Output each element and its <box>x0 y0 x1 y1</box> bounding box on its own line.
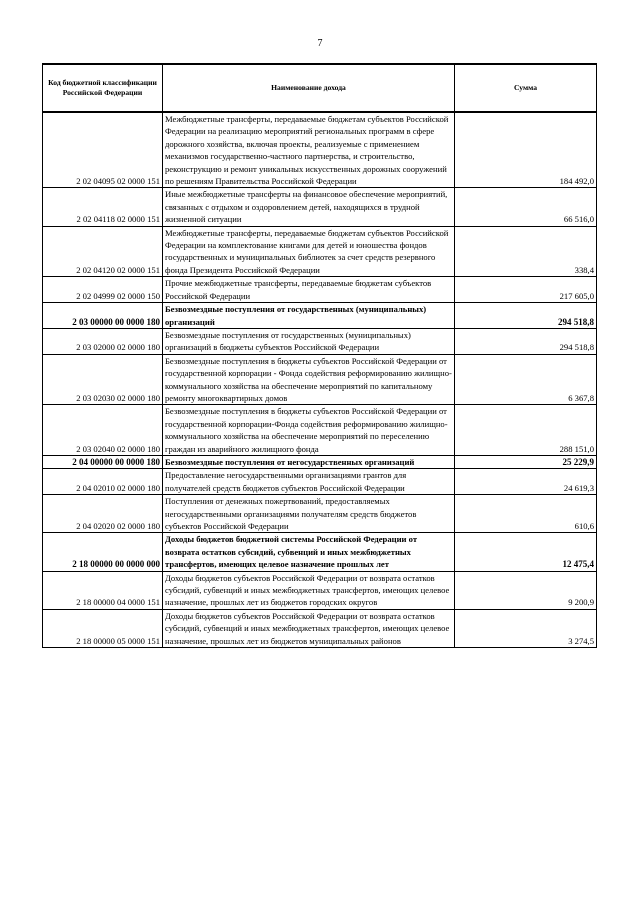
revenue-table <box>42 63 597 648</box>
name-cell: Предоставление негосударственными организациями грантов для получателей средств бюджетов субъектов Российской Федерации <box>163 469 455 495</box>
code-cell: 2 18 00000 00 0000 000 <box>43 533 163 571</box>
code-cell: 2 04 00000 00 0000 180 <box>43 455 163 468</box>
amount-cell: 25 229,9 <box>455 455 597 468</box>
code-cell: 2 03 02000 02 0000 180 <box>43 328 163 354</box>
table-row <box>43 495 597 533</box>
code-cell: 2 18 00000 04 0000 151 <box>43 571 163 609</box>
amount-cell: 294 518,8 <box>455 328 597 354</box>
code-cell: 2 03 02040 02 0000 180 <box>43 405 163 456</box>
amount-cell: 294 518,8 <box>455 303 597 329</box>
code-cell: 2 02 04118 02 0000 151 <box>43 188 163 226</box>
table-row <box>43 455 597 468</box>
amount-cell: 9 200,9 <box>455 571 597 609</box>
code-cell: 2 03 02030 02 0000 180 <box>43 354 163 405</box>
table-row <box>43 226 597 277</box>
name-cell: Безвозмездные поступления в бюджеты субъектов Российской Федерации от государственной корпорации - Фонда содействия реформированию жилищно-коммунального хозяйства на обеспечение мероприятий по капитальному ремонту многоквартирных домов <box>163 354 455 405</box>
amount-cell: 338,4 <box>455 226 597 277</box>
name-cell: Иные межбюджетные трансферты на финансовое обеспечение мероприятий, связанных с отдыхом и оздоровлением детей, находящихся в трудной жизненной ситуации <box>163 188 455 226</box>
table-row <box>43 354 597 405</box>
name-cell: Межбюджетные трансферты, передаваемые бюджетам субъектов Российской Федерации на комплектование книгами для детей и юношества фондов государственных и муниципальных библиотек за счет средств резервного фонда Президента Российской Федерации <box>163 226 455 277</box>
code-cell: 2 02 04120 02 0000 151 <box>43 226 163 277</box>
page-number: 7 <box>317 38 323 49</box>
name-cell: Доходы бюджетов субъектов Российской Федерации от возврата остатков субсидий, субвенций и иных межбюджетных трансфертов, имеющих целевое назначение, прошлых лет из бюджетов муниципальных районов <box>163 609 455 647</box>
name-cell: Межбюджетные трансферты, передаваемые бюджетам субъектов Российской Федерации на реализацию мероприятий региональных программ в сфере дорожного хозяйства, включая проекты, реализуемые с применением механизмов государственно-частного партнерства, и строительство, реконструкцию и ремонт уникальных искусственных дорожных сооружений по решениям Правительства Российской Федерации <box>163 112 455 188</box>
table-row <box>43 469 597 495</box>
name-cell: Безвозмездные поступления от государственных (муниципальных) организаций <box>163 303 455 329</box>
name-cell: Доходы бюджетов субъектов Российской Федерации от возврата остатков субсидий, субвенций и иных межбюджетных трансфертов, имеющих целевое назначение, прошлых лет из бюджетов городских округов <box>163 571 455 609</box>
name-cell: Безвозмездные поступления от негосударственных организаций <box>163 455 455 468</box>
table-header <box>43 64 597 112</box>
name-cell: Прочие межбюджетные трансферты, передаваемые бюджетам субъектов Российской Федерации <box>163 277 455 303</box>
amount-cell: 217 605,0 <box>455 277 597 303</box>
code-cell: 2 02 04095 02 0000 151 <box>43 112 163 188</box>
code-cell: 2 04 02020 02 0000 180 <box>43 495 163 533</box>
amount-cell: 6 367,8 <box>455 354 597 405</box>
table-row <box>43 303 597 329</box>
table-row <box>43 112 597 188</box>
table-row <box>43 533 597 571</box>
header-code: Код бюджетной классификации Российской Федерации <box>43 64 163 112</box>
table-row <box>43 188 597 226</box>
table-body <box>43 112 597 648</box>
header-amount: Сумма <box>455 64 597 112</box>
name-cell: Безвозмездные поступления от государственных (муниципальных) организаций в бюджеты субъектов Российской Федерации <box>163 328 455 354</box>
table-row <box>43 571 597 609</box>
name-cell: Поступления от денежных пожертвований, предоставляемых негосударственными организациями получателям средств бюджетов субъектов Российской Федерации <box>163 495 455 533</box>
code-cell: 2 03 00000 00 0000 180 <box>43 303 163 329</box>
amount-cell: 24 619,3 <box>455 469 597 495</box>
amount-cell: 12 475,4 <box>455 533 597 571</box>
table-row <box>43 609 597 647</box>
amount-cell: 3 274,5 <box>455 609 597 647</box>
table-row <box>43 405 597 456</box>
amount-cell: 288 151,0 <box>455 405 597 456</box>
table-row <box>43 277 597 303</box>
amount-cell: 610,6 <box>455 495 597 533</box>
header-name: Наименование дохода <box>163 64 455 112</box>
code-cell: 2 18 00000 05 0000 151 <box>43 609 163 647</box>
code-cell: 2 02 04999 02 0000 150 <box>43 277 163 303</box>
amount-cell: 66 516,0 <box>455 188 597 226</box>
amount-cell: 184 492,0 <box>455 112 597 188</box>
name-cell: Доходы бюджетов бюджетной системы Российской Федерации от возврата остатков субсидий, субвенций и иных межбюджетных трансфертов, имеющих целевое назначение прошлых лет <box>163 533 455 571</box>
table-row <box>43 328 597 354</box>
name-cell: Безвозмездные поступления в бюджеты субъектов Российской Федерации от государственной корпорации-Фонда содействия реформированию жилищно-коммунального хозяйства на обеспечение мероприятий по переселению граждан из аварийного жилищного фонда <box>163 405 455 456</box>
code-cell: 2 04 02010 02 0000 180 <box>43 469 163 495</box>
